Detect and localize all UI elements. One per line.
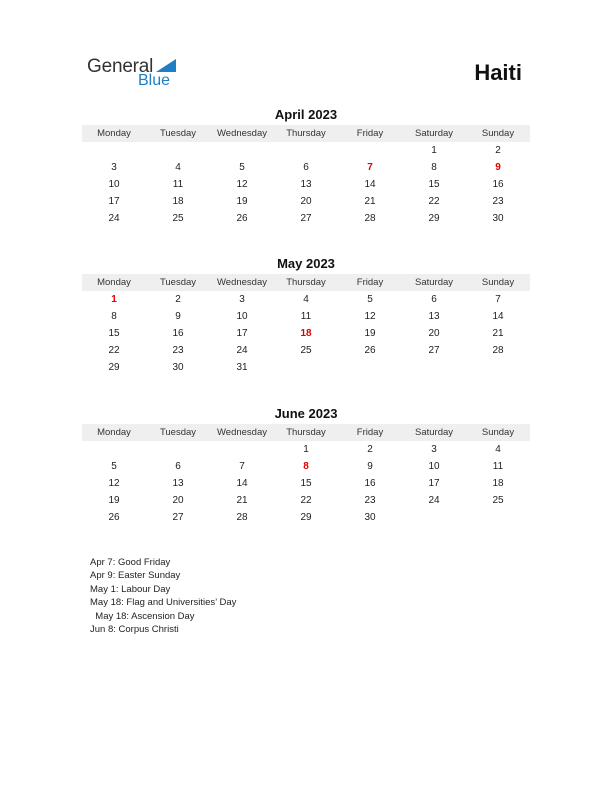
- date-cell: 12: [236, 179, 248, 190]
- weekday-label: Friday: [356, 277, 384, 288]
- calendar-grid: [82, 125, 530, 227]
- holiday-date-cell: 7: [367, 162, 373, 173]
- date-cell: 4: [303, 294, 309, 305]
- empty-date-cell: [210, 142, 274, 159]
- date-cell: 19: [236, 196, 248, 207]
- date-cell: 12: [108, 478, 120, 489]
- week-row: [82, 342, 530, 359]
- weekday-label: Wednesday: [217, 277, 267, 288]
- holiday-note: May 18: Ascension Day: [90, 610, 195, 622]
- month-calendar-june: [82, 406, 530, 526]
- weekday-label: Saturday: [414, 427, 454, 438]
- date-cell: 29: [300, 512, 312, 523]
- date-cell: 7: [495, 294, 501, 305]
- holiday-note: May 1: Labour Day: [90, 583, 171, 595]
- date-cell: 4: [495, 444, 501, 455]
- empty-date-cell: [466, 359, 530, 376]
- date-cell: 8: [111, 311, 117, 322]
- weekday-header-row: [82, 424, 530, 441]
- empty-date-cell: [466, 509, 530, 526]
- date-cell: 28: [236, 512, 248, 523]
- month-calendar-may: [82, 256, 530, 376]
- date-cell: 24: [236, 345, 248, 356]
- date-cell: 15: [108, 328, 120, 339]
- weekday-label: Monday: [97, 128, 131, 139]
- date-cell: 31: [236, 362, 248, 373]
- weekday-label: Thursday: [286, 128, 326, 139]
- date-cell: 24: [428, 495, 440, 506]
- date-cell: 25: [300, 345, 312, 356]
- date-cell: 16: [172, 328, 184, 339]
- date-cell: 9: [175, 311, 181, 322]
- weekday-label: Tuesday: [159, 427, 197, 438]
- date-cell: 18: [172, 196, 184, 207]
- date-cell: 20: [172, 495, 184, 506]
- month-title: June 2023: [274, 406, 338, 421]
- empty-date-cell: [146, 142, 210, 159]
- weekday-label: Wednesday: [217, 128, 267, 139]
- date-cell: 20: [428, 328, 440, 339]
- date-cell: 24: [108, 213, 120, 224]
- weekday-label: Friday: [356, 427, 384, 438]
- date-cell: 3: [239, 294, 245, 305]
- week-row: [82, 359, 530, 376]
- date-cell: 10: [236, 311, 248, 322]
- date-cell: 11: [300, 311, 312, 322]
- country-title: Haiti: [474, 60, 522, 85]
- date-cell: 5: [239, 162, 245, 173]
- date-cell: 23: [364, 495, 376, 506]
- date-cell: 18: [492, 478, 504, 489]
- date-cell: 30: [172, 362, 184, 373]
- empty-date-cell: [402, 509, 466, 526]
- date-cell: 8: [431, 162, 437, 173]
- date-cell: 30: [492, 213, 504, 224]
- holiday-note: Apr 7: Good Friday: [90, 557, 171, 568]
- weekday-header-row: [82, 125, 530, 142]
- date-cell: 29: [428, 213, 440, 224]
- weekday-label: Wednesday: [217, 427, 267, 438]
- date-cell: 13: [300, 179, 312, 190]
- date-cell: 1: [303, 444, 309, 455]
- weekday-label: Tuesday: [159, 277, 197, 288]
- date-cell: 11: [172, 179, 184, 190]
- date-cell: 25: [492, 495, 504, 506]
- week-row: [82, 475, 530, 492]
- date-cell: 6: [431, 294, 437, 305]
- date-cell: 4: [175, 162, 181, 173]
- date-cell: 16: [492, 179, 504, 190]
- weekday-label: Monday: [97, 427, 131, 438]
- month-calendar-april: [82, 107, 530, 227]
- weekday-label: Tuesday: [159, 128, 197, 139]
- weekday-label: Saturday: [414, 277, 454, 288]
- logo-triangle-icon: [156, 59, 176, 72]
- holiday-note: May 18: Flag and Universities’ Day: [90, 597, 237, 609]
- date-cell: 2: [175, 294, 181, 305]
- date-cell: 5: [111, 461, 117, 472]
- date-cell: 20: [300, 196, 312, 207]
- date-cell: 1: [431, 145, 437, 156]
- date-cell: 15: [428, 179, 440, 190]
- empty-date-cell: [210, 441, 274, 458]
- date-cell: 10: [108, 179, 120, 190]
- empty-date-cell: [338, 142, 402, 159]
- weekday-label: Sunday: [481, 277, 515, 288]
- month-title: April 2023: [274, 107, 338, 122]
- empty-date-cell: [402, 359, 466, 376]
- logo-text-blue: Blue: [138, 72, 171, 89]
- date-cell: 26: [108, 512, 120, 523]
- week-row: [82, 210, 530, 227]
- week-row: [82, 193, 530, 210]
- weekday-label: Sunday: [481, 128, 515, 139]
- date-cell: 19: [108, 495, 120, 506]
- date-cell: 6: [303, 162, 309, 173]
- date-cell: 12: [364, 311, 376, 322]
- logo-text-general: General: [87, 56, 154, 77]
- date-cell: 17: [428, 478, 440, 489]
- date-cell: 2: [367, 444, 373, 455]
- date-cell: 27: [428, 345, 440, 356]
- brand-logo: [87, 56, 197, 92]
- empty-date-cell: [338, 359, 402, 376]
- holiday-note: Apr 9: Easter Sunday: [90, 570, 181, 582]
- date-cell: 27: [172, 512, 184, 523]
- date-cell: 3: [111, 162, 117, 173]
- date-cell: 9: [367, 461, 373, 472]
- date-cell: 7: [239, 461, 245, 472]
- date-cell: 22: [428, 196, 440, 207]
- week-row: [82, 176, 530, 193]
- date-cell: 21: [364, 196, 376, 207]
- week-row: [82, 458, 530, 475]
- weekday-label: Sunday: [481, 427, 515, 438]
- date-cell: 11: [492, 461, 504, 472]
- date-cell: 10: [428, 461, 440, 472]
- empty-date-cell: [82, 441, 146, 458]
- date-cell: 16: [364, 478, 376, 489]
- weekday-label: Thursday: [286, 277, 326, 288]
- date-cell: 14: [236, 478, 248, 489]
- date-cell: 17: [108, 196, 120, 207]
- date-cell: 22: [300, 495, 312, 506]
- date-cell: 6: [175, 461, 181, 472]
- holiday-notes: [90, 556, 236, 636]
- date-cell: 15: [300, 478, 312, 489]
- week-row: [82, 509, 530, 526]
- week-row: [82, 291, 530, 308]
- date-cell: 30: [364, 512, 376, 523]
- holiday-date-cell: 8: [303, 461, 309, 472]
- week-row: [82, 441, 530, 458]
- weekday-label: Thursday: [286, 427, 326, 438]
- date-cell: 2: [495, 145, 501, 156]
- date-cell: 28: [492, 345, 504, 356]
- weekday-label: Friday: [356, 128, 384, 139]
- date-cell: 25: [172, 213, 184, 224]
- date-cell: 21: [492, 328, 504, 339]
- week-row: [82, 142, 530, 159]
- date-cell: 23: [172, 345, 184, 356]
- date-cell: 26: [364, 345, 376, 356]
- date-cell: 17: [236, 328, 248, 339]
- holiday-note: Jun 8: Corpus Christi: [90, 624, 179, 636]
- date-cell: 13: [172, 478, 184, 489]
- week-row: [82, 492, 530, 509]
- date-cell: 3: [431, 444, 437, 455]
- date-cell: 14: [364, 179, 376, 190]
- date-cell: 23: [492, 196, 504, 207]
- weekday-label: Saturday: [414, 128, 454, 139]
- empty-date-cell: [274, 142, 338, 159]
- month-title: May 2023: [277, 256, 335, 271]
- calendar-grid: [82, 274, 530, 376]
- weekday-header-row: [82, 274, 530, 291]
- weekday-label: Monday: [97, 277, 131, 288]
- date-cell: 5: [367, 294, 373, 305]
- date-cell: 21: [236, 495, 248, 506]
- date-cell: 19: [364, 328, 376, 339]
- date-cell: 27: [300, 213, 312, 224]
- date-cell: 29: [108, 362, 120, 373]
- date-cell: 13: [428, 311, 440, 322]
- week-row: [82, 308, 530, 325]
- date-cell: 14: [492, 311, 504, 322]
- week-row: [82, 325, 530, 342]
- date-cell: 26: [236, 213, 248, 224]
- holiday-date-cell: 18: [300, 328, 312, 339]
- holiday-date-cell: 1: [111, 294, 117, 305]
- empty-date-cell: [274, 359, 338, 376]
- date-cell: 22: [108, 345, 120, 356]
- holiday-date-cell: 9: [495, 162, 501, 173]
- date-cell: 28: [364, 213, 376, 224]
- empty-date-cell: [82, 142, 146, 159]
- empty-date-cell: [146, 441, 210, 458]
- calendar-grid: [82, 424, 530, 526]
- week-row: [82, 159, 530, 176]
